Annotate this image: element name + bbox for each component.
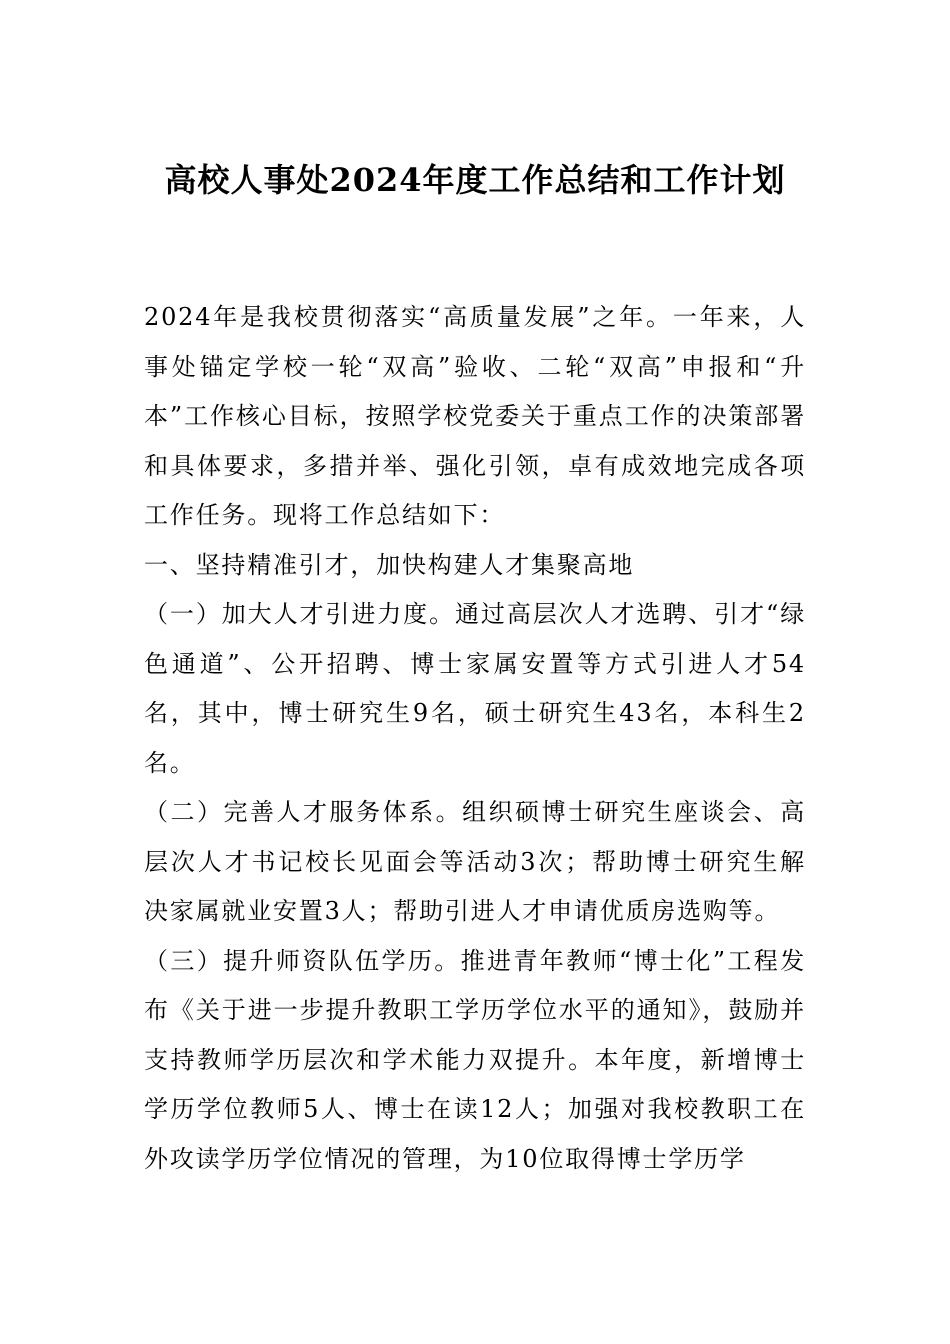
document-body	[144, 293, 806, 1184]
document-title: 高校人事处2024年度工作总结和工作计划	[164, 161, 786, 199]
paragraph-talent-service: （二）完善人才服务体系。组织硕博士研究生座谈会、高层次人才书记校长见面会等活动3次；帮助博士研究生解决家属就业安置3人；帮助引进人才申请优质房选购等。	[144, 798, 806, 925]
paragraph-teacher-education: （三）提升师资队伍学历。推进青年教师“博士化”工程发布《关于进一步提升教职工学历学位水平的通知》，鼓励并支持教师学历层次和学术能力双提升。本年度，新增博士学历学位教师5人、博士在读12人；加强对我校教职工在外攻读学历学位情况的管理，为10位取得博士学历学	[144, 946, 806, 1173]
paragraph-talent-introduction: （一）加大人才引进力度。通过高层次人才选聘、引才“绿色通道”、公开招聘、博士家属安置等方式引进人才54名，其中，博士研究生9名，硕士研究生43名，本科生2名。	[144, 600, 806, 777]
section-heading-1: 一、坚持精准引才，加快构建人才集聚高地	[144, 550, 635, 579]
paragraph-intro: 2024年是我校贯彻落实“高质量发展”之年。一年来，人事处锚定学校一轮“双高”验收、二轮“双高”申报和“升本”工作核心目标，按照学校党委关于重点工作的决策部署和具体要求，多措并举、强化引领，卓有成效地完成各项工作任务。现将工作总结如下：	[144, 303, 806, 529]
